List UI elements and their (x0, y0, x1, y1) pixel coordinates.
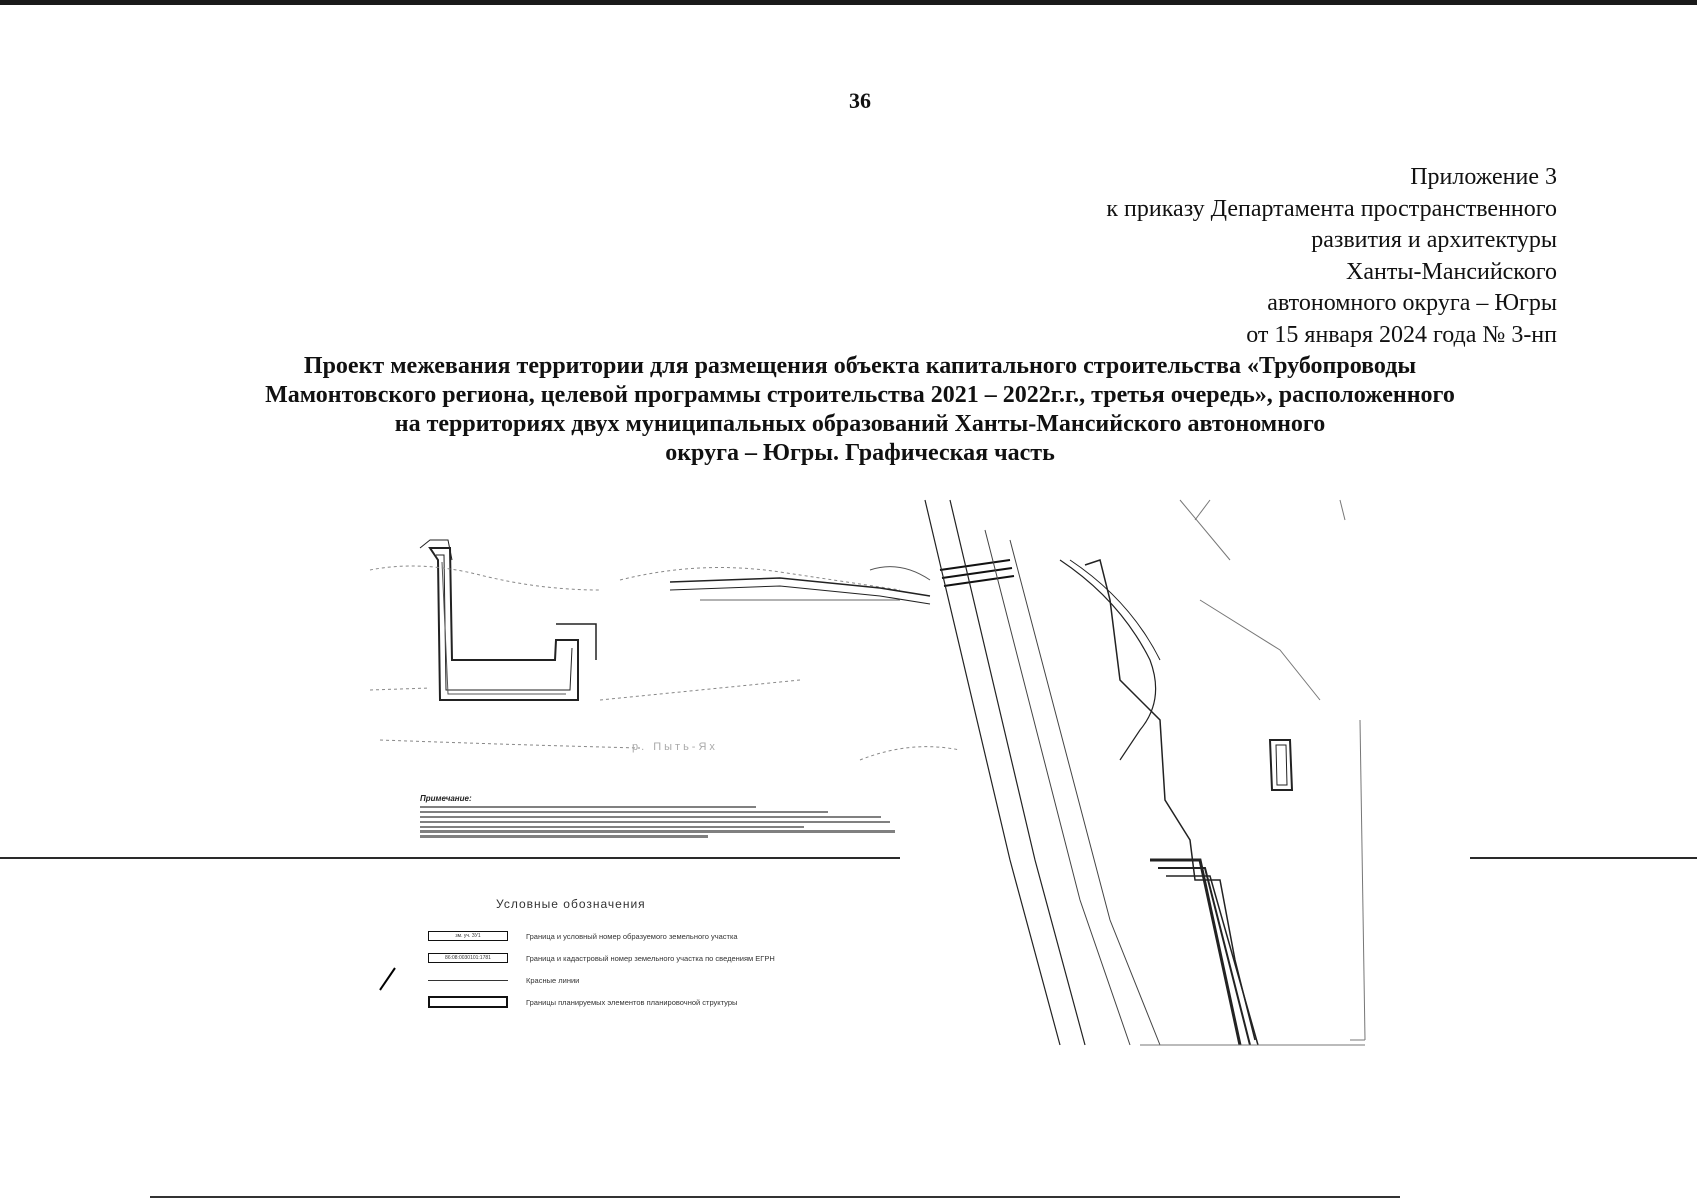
title-line: на территориях двух муниципальных образований Ханты-Мансийского автономного (394, 411, 1326, 437)
legend-item (428, 925, 928, 947)
appendix-line: от 15 января 2024 года № 3-нп (1246, 321, 1557, 348)
page-number: 36 (849, 88, 871, 113)
upper-corridor (670, 567, 930, 604)
title-line: округа – Югры. Графическая часть (665, 440, 1055, 466)
notes-text-line (420, 835, 708, 837)
notes-text-line (420, 826, 804, 828)
legend-swatch: 86:08:0030101:1781 (428, 953, 508, 963)
appendix-line: развития и архитектуры (1311, 227, 1557, 253)
appendix-line: Приложение 3 (1410, 164, 1557, 190)
legend-label: Красные линии (526, 975, 580, 985)
bottom-scan-edge (150, 1196, 1400, 1198)
notes-text-line (420, 830, 895, 832)
legend-item (428, 947, 928, 969)
notes-text-line (420, 811, 828, 813)
legend-item (428, 991, 928, 1013)
scan-edge-line (1470, 857, 1697, 859)
appendix-line: к приказу Департамента пространственного (1106, 195, 1557, 222)
notes-text-line (420, 816, 881, 818)
appendix-line: Ханты-Мансийского (1346, 258, 1557, 285)
title-line: Мамонтовского региона, целевой программы строительства 2021 – 2022г.г., третья очередь», расположенного (265, 382, 1455, 408)
appendix-line: автономного округа – Югры (1267, 290, 1557, 316)
legend-swatch (428, 996, 508, 1008)
notes-title: Примечание: (420, 794, 472, 803)
notes-text-line (420, 821, 890, 823)
title-line: Проект межевания территории для размещения объекта капитального строительства «Трубопроводы (303, 353, 1417, 379)
legend-label: Граница и условный номер образуемого земельного участка (526, 931, 738, 941)
legend-item (428, 969, 928, 991)
notes-text-line (420, 806, 756, 808)
legend-label: Граница и кадастровый номер земельного участка по сведениям ЕГРН (526, 953, 775, 963)
left-plot-outline (420, 540, 596, 700)
pipeline-channel (1085, 560, 1258, 1045)
legend-title: Условные обозначения (496, 897, 646, 911)
legend-swatch: зм. уч. ЗУ1 (428, 931, 508, 941)
scan-edge-line (0, 857, 900, 859)
legend-swatch (428, 980, 508, 981)
right-plot-outline (1270, 740, 1292, 790)
drawing-notes (420, 794, 900, 840)
river-label: р. Пыть-Ях (632, 741, 718, 753)
legend-label: Границы планируемых элементов планировочной структуры (526, 997, 738, 1007)
legend (428, 897, 928, 1013)
road-corridor (925, 500, 1160, 1045)
